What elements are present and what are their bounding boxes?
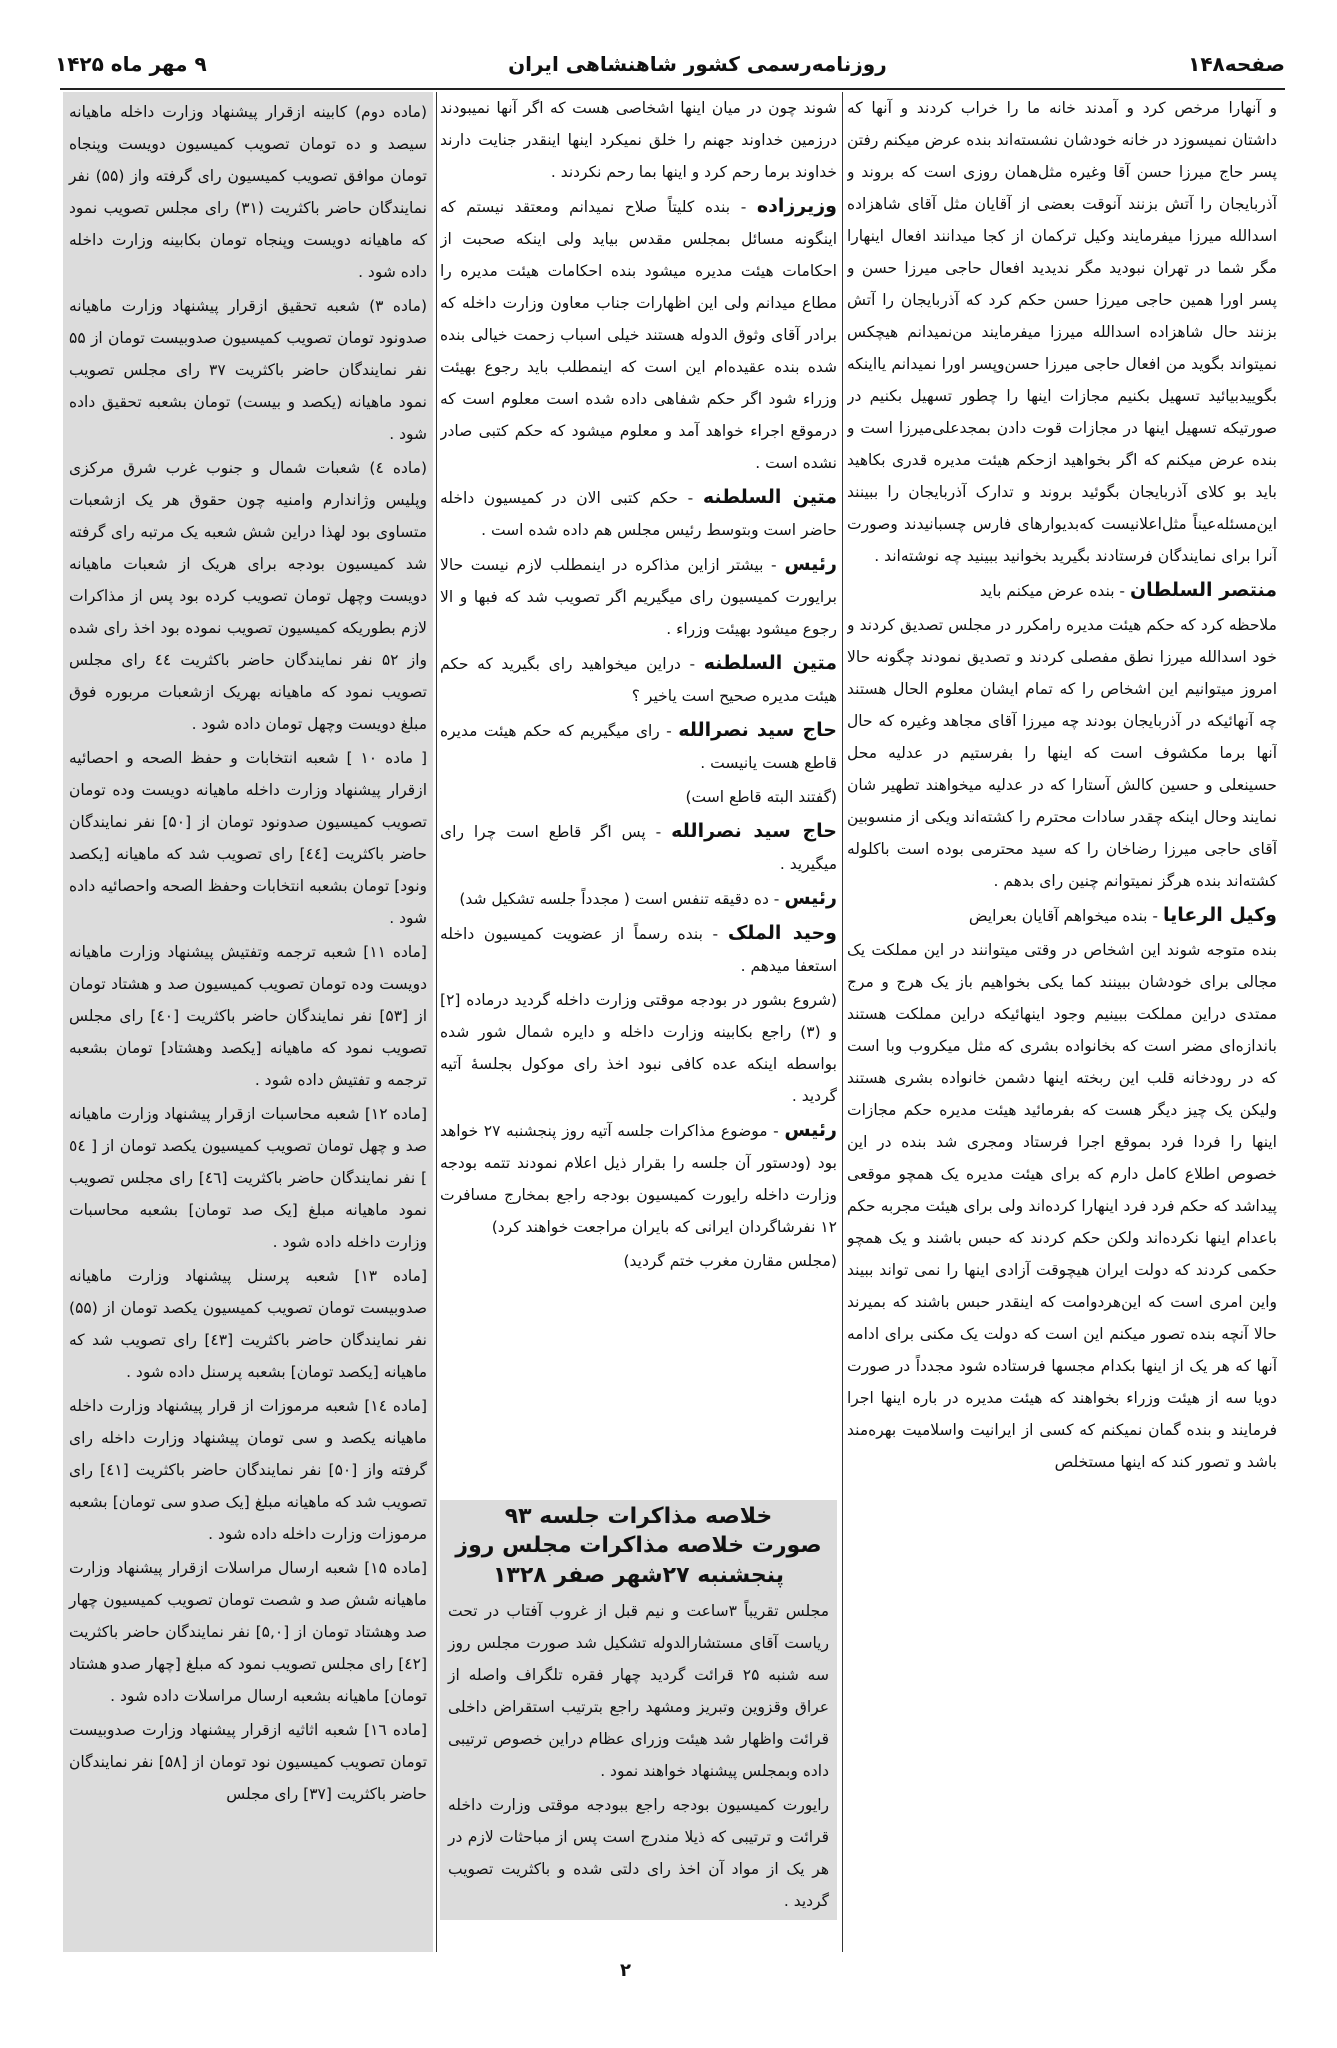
budget-article: [ماده ۱٦] شعبه اثاثیه ازقرار پیشنهاد وزارت صدوبیست تومان تصویب کمیسیون نود تومان از [۵۸] نفر نمایندگان حاضر باکثریت [۳۷] رای مجلس <box>69 1721 428 1803</box>
speaker-name: متین السلطنه <box>702 486 837 508</box>
header-rule <box>60 88 1285 90</box>
page-index: ۲ <box>620 1960 631 1981</box>
body-paragraph: (شروع بشور در بودجه موقتی وزارت داخله گردید درماده [۲] و (۳) راجع بکابینه وزارت داخله و دایره شمال شور شده بواسطه اینکه عده کافی نبود اخذ رای موکول بجلسهٔ آتیه گردید . <box>440 991 837 1105</box>
right-column <box>847 92 1277 1952</box>
speech-text: - پس اگر قاطع است چرا رای میگیرید . <box>440 823 837 873</box>
body-paragraph: ملاحظه کرد که حکم هیئت مدیره رامکرر در مجلس تصدیق کردند و خود اسدالله میرزا نطق مفصلی کردند و تصدیق نمودند چگونه حالا امروز میتوانیم این اشخاص را که تمام ایشان معلوم الحال هستند چه آنهائیکه در آذربایجان بودند چه میرزا آقای مجاهد وغیره که حال آنها برما مکشوف است که اینها را بفرستیم در عدلیه محل حسینعلی و حسین کالش آستارا که در عدلیه میخواهند تطهیر شان نمایند وحال اینکه چقدر سادات محترم را کشته‌اند ویکی از منسوبین آقای حاجی میرزا رضاخان را که سید محترمی بوده است باکلوله کشته‌اند بنده هرگز نمیتوانم چنین رای بدهم . <box>847 616 1277 890</box>
speech-text: - ده دقیقه تنفس است ( مجدداً جلسه تشکیل شد) <box>459 890 780 908</box>
session-summary-box <box>440 1500 837 1920</box>
speech-text: - دراین میخواهید رای بگیرید که حکم هیئت مدیره صحیح است یاخیر ؟ <box>440 655 837 705</box>
speech-text: - بنده عرض میکنم باید <box>979 582 1126 600</box>
body-paragraph: بنده متوجه شوند این اشخاص در وقتی میتوانند در این مملکت یک مجالی برای خودشان ببینند کما یکی بخواهیم باز یک هرج و مرج ممتدی دراین مملکت ببینیم وجود اینهائیکه دراین مملکت هستند باندازه‌ای مضر است که بخانواده بشری که مثل میکروب وبا است که در رودخانه قلب این ربخته اینها دشمن خانواده بشری هستند ولیکن یک چیز دیگر هست که بفرمائید هیئت مدیره حکم مجازات اینها را فردا فرد بموقع اجرا فرستاد ومجری شد بنده در این خصوص اطلاع کامل دارم که برای هیئت مدیره یک همچو موقعی پیداشد که حکم فرد فرد اینهارا کرده‌اند ولی برای هیئت مجربه حکم باعدام اینها نکرده‌اند ولکن حکم کردند که حبس باشند و یک همچو حکمی کردند که دولت ایران هیچوقت آزادی اینها را نمی تواند ببیند واین امری است که این‌هردوامت که اینقدر حبس باشند که بمیرند حالا آنچه بنده تصور میکنم این است که دولت یک مکنی برای ادامه آنها که هر یک از اینها بکدام مجسها فرستاده شود مجدداً در صورت دویا سه از هیئت وزراء بخواهند که هیئت مدیره در باره اینها اجرا فرمایند و بنده گمان نمیکنم که کسی از ایرانیت واسلامیت بهره‌مند باشد و تصور کند که اینها مستخلص <box>847 941 1277 1471</box>
page-header <box>55 40 1285 88</box>
budget-article: (ماده ۳) شعبه تحقیق ازقرار پیشنهاد وزارت ماهیانه صدونود تومان تصویب کمیسیون صدوبیست تومان از ۵۵ نفر نمایندگان حاضر باکثریت ۳۷ رای مجلس تصویب نمود ماهیانه (یکصد و بیست) تومان بشعبه تحقیق داده شود . <box>69 297 427 443</box>
speaker-paragraph <box>440 190 837 479</box>
speaker-paragraph <box>440 815 837 880</box>
speaker-paragraph <box>440 548 837 645</box>
summary-text <box>440 1595 837 1917</box>
budget-article: [ماده ۱۲] شعبه محاسبات ازقرار پیشنهاد وزارت ماهیانه صد و چهل تومان تصویب کمیسیون یکصد تومان از [ ٥٤ ] نفر نمایندگان حاضر باکثریت [٤٦] رای مجلس تصویب نمود ماهیانه مبلغ [یک صد تومان] بشعبه محاسبات وزارت داخله داده شود . <box>69 1105 428 1251</box>
budget-article: [ ماده ۱۰ ] شعبه انتخابات و حفظ الصحه و احصائیه ازقرار پیشنهاد وزارت داخله ماهیانه دویست وده تومان تصویب کمیسیون صدونود تومان از [۵۰] نفر نمایندگان حاضر باکثریت [٤٤] رای تصویب شد که ماهیانه [یکصد ونود] تومان بشعبه انتخابات وحفظ الصحه واحصائیه داده شود . <box>69 749 427 927</box>
column-divider-left <box>436 92 437 1952</box>
speaker-paragraph <box>847 574 1277 607</box>
speaker-paragraph <box>440 1114 837 1243</box>
body-paragraph: (گفتند البته قاطع است) <box>685 788 837 806</box>
middle-column <box>440 92 837 1492</box>
speaker-paragraph <box>440 882 837 915</box>
speech-text: - رای میگیریم که حکم هیئت مدیره قاطع هست یانیست . <box>440 722 837 772</box>
speech-text: - حکم کتبی الان در کمیسیون داخله حاضر است وبتوسط رئیس مجلس هم داده شده است . <box>440 489 837 539</box>
newspaper-title: روزنامه‌رسمی کشور شاهنشاهی ایران <box>508 52 887 76</box>
budget-article: [ماده ۱۱] شعبه ترجمه وتفتیش پیشنهاد وزارت ماهیانه دویست وده تومان تصویب کمیسیون صد و هشتاد تومان از [۵۳] نفر نمایندگان حاضر باکثریت [٤۰] رای مجلس تصویب نمود که ماهیانه [یکصد وهشتاد] تومان بشعبه ترجمه و تفتیش داده شود . <box>69 943 428 1089</box>
body-paragraph: شوند چون در میان اینها اشخاصی هست که اگر آنها نمیبودند درزمین خداوند جهنم را خلق نمیکرد اینها اینقدر جنایت دارند خداوند برما رحم کرد و اینها بما رحم نکردند . <box>440 99 837 181</box>
speaker-name: وزیرزاده <box>756 195 837 217</box>
left-column-budget-articles <box>63 92 433 1952</box>
budget-article: (ماده دوم) کابینه ازقرار پیشنهاد وزارت داخله ماهیانه سیصد و ده تومان تصویب کمیسیون دویست وپنجاه تومان موافق تصویب کمیسیون رای گرفته واز (۵۵) نفر نمایندگان حاضر باکثریت (۳۱) رای مجلس تصویب نمود که ماهیانه دویست وپنجاه تومان بکابینه وزارت داخله داده شود . <box>69 103 427 281</box>
speaker-name: وحید الملک <box>727 922 837 944</box>
budget-articles-list <box>63 92 433 1816</box>
summary-paragraph: مجلس تقریباً ۳ساعت و نیم قبل از غروب آفتاب در تحت ریاست آقای مستشارالدوله تشکیل شد صورت مجلس روز سه شنبه ۲۵ قرائت گردید چهار فقره تلگراف واصله از عراق وقزوین وتبریز ومشهد راجع بترتیب استقراض داخلی قرائت واظهار شد هیئت وزرای عظام دراین خصوص ترتیبی داده وبمجلس پیشنهاد خواهند نمود . <box>448 1602 829 1780</box>
speaker-name: رئیس <box>784 887 837 909</box>
speaker-name: رئیس <box>784 553 837 575</box>
speech-text: - بنده کلیتاً صلاح نمیدانم ومعتقد نیستم که اینگونه مسائل بمجلس مقدس بیاید ولی اینکه صحبت از احکامات هیئت مدیره میشود بنده احکامات هیئت مدیره را مطاع میدانم ولی این اظهارات جناب معاون وزارت داخله که برادر آقای وثوق الدوله هستند خیلی اسباب زحمت خیالی بنده شده بنده عقیده‌ام این است که اینمطلب باید رجوع بهیئت وزراء شود اگر حکم شفاهی داده شده است معلوم است که درموقع اجراء خواهد آمد و معلوم میشود که حکم کتبی صادر نشده است . <box>440 198 837 472</box>
speaker-name: وکیل الرعایا <box>1162 904 1277 926</box>
speaker-name: حاج سید نصرالله <box>671 820 837 842</box>
body-paragraph: (مجلس مقارن مغرب ختم گردید) <box>623 1252 837 1270</box>
speaker-paragraph <box>440 714 837 779</box>
speaker-paragraph <box>440 647 837 712</box>
speech-text: - بنده میخواهم آقایان بعرایض <box>968 907 1159 925</box>
speaker-name: متین السلطنه <box>703 652 837 674</box>
speaker-paragraph <box>440 481 837 546</box>
summary-subheading: صورت خلاصه مذاکرات مجلس روز پنجشنبه ۲۷شهر صفر ۱۳۲۸ <box>455 1533 822 1588</box>
budget-article: [ماده ۱۵] شعبه ارسال مراسلات ازقرار پیشنهاد وزارت ماهیانه شش صد و شصت تومان تصویب کمیسیون چهار صد وهشتاد تومان از [۵,۰] نفر نمایندگان حاضر باکثریت [٤۲] رای مجلس تصویب نمود که مبلغ [چهار صدو هشتاد تومان] ماهیانه بشعبه ارسال مراسلات داده شود . <box>69 1559 427 1705</box>
speaker-name: منتصر السلطان <box>1129 579 1277 601</box>
summary-heading: خلاصه مذاکرات جلسه ۹۳ <box>504 1504 773 1529</box>
speaker-paragraph <box>847 899 1277 932</box>
speaker-paragraph <box>440 917 837 982</box>
speaker-name: رئیس <box>784 1119 837 1141</box>
speech-text: - بیشتر ازاین مذاکره در اینمطلب لازم نیست حالا برایورت کمیسیون رای میگیریم اگر تصویب شد که فبها و الا رجوع میشود بهیئت وزراء . <box>440 556 837 638</box>
speech-text: - بنده رسماً از عضویت کمیسیون داخله استعفا میدهم . <box>440 925 837 975</box>
budget-article: [ماده ۱٤] شعبه مرموزات از قرار پیشنهاد وزارت داخله ماهیانه یکصد و سی تومان پیشنهاد وزارت داخله رای گرفته واز [۵۰] نفر نمایندگان حاضر باکثریت [٤۱] رای تصویب شد که ماهیانه مبلغ [یک صدو سی تومان] بشعبه مرموزات وزارت داخله داده شود . <box>69 1397 427 1543</box>
summary-paragraph: رایورت کمیسیون بودجه راجع ببودجه موقتی وزارت داخله قرائت و ترتیبی که ذیلا مندرج است پس از مباحثات لازم در هر یک از مواد آن اخذ رای دلتی شده و باکثریت تصویب گردید . <box>448 1796 829 1910</box>
speech-text: - موضوع مذاکرات جلسه آتیه روز پنجشنبه ۲۷ خواهد بود (ودستور آن جلسه را بقرار ذیل اعلام نمودند تتمه بودجه وزارت داخله رایورت کمیسیون بودجه راجع بمخارج مسافرت ۱۲ نفرشاگردان ایرانی که بایران مراجعت خواهند کرد) <box>440 1122 837 1236</box>
speaker-name: حاج سید نصرالله <box>678 719 837 741</box>
page-number: صفحه۱۴۸ <box>1188 52 1285 76</box>
issue-date: ۹ مهر ماه ۱۴۲۵ <box>55 52 207 76</box>
budget-article: [ماده ۱۳] شعبه پرسنل پیشنهاد وزارت ماهیانه صدوبیست تومان تصویب کمیسیون یکصد تومان از (۵۵) نفر نمایندگان حاضر باکثریت [٤۳] رای تصویب شد که ماهیانه [یکصد تومان] بشعبه پرسنل داده شود . <box>69 1267 427 1381</box>
body-paragraph: و آنهارا مرخص کرد و آمدند خانه ما را خراب کردند و آنها که داشتان نمیسوزد در خانه خودشان نشسته‌اند بنده عرض میکنم رفتن پسر حاج میرزا حسن آقا وغیره مثل‌همان روزی است که بروند و آذربایجان را آتش بزنند آنوقت بعضی از آقایان مثل آقای شاهزاده اسدالله میرزا میفرمایند وکیل ترکمان از کجا میدانند افعال اینهارا مگر شما در تهران نبودید مگر ندیدید افعال حاجی میرزا حسن و پسر اورا همین حاجی میرزا حسن حکم کرد که آذربایجان را آتش بزنند حال شاهزاده اسدالله میرزا میفرمایند من‌نمیدانم هیچکس نمیتواند بگوید من افعال حاجی میرزا حسن‌وپسر اورا نمیدانم یااینکه بگوییدبیائید تسهیل بکنیم مجازات اینها را چطور تسهیل بکنیم در صورتیکه تسهیل اینها در مجازات قوت دادن بمجدعلی‌میرزا است و بنده عرض میکنم که اگر بخواهید ازحکم هیئت مدیره قدری بکاهید باید بو کلای آذربایجان بگوئید بروند و تدارک آذربایجان را ببینند این‌مسئله‌عیناً مثل‌اعلانیست که‌بدیوارهای فارس چسبانیدند وصورت آنرا برای نمایندگان فرستادند بگیرید بخوانید ببینید چه نوشته‌اند . <box>847 99 1277 565</box>
budget-article: (ماده ٤) شعبات شمال و جنوب غرب شرق مرکزی وپلیس وژاندارم وامنیه چون حقوق هر یک ازشعبات متساوی بود لهذا دراین شش شعبه یک مرتبه رای گرفته شد کمیسیون بودجه برای هریک از شعبات ماهیانه دویست وچهل تومان تصویب کرده بود پس از مذاکرات لازم بطوریکه کمیسیون تصویب نموده بود اخذ رای شده واز ۵۲ نفر نمایندگان حاضر باکثریت ٤٤ رای مجلس تصویب نمود که ماهیانه بهریک ازشعبات مربوره فوق مبلغ دویست وچهل تومان داده شود . <box>69 459 427 733</box>
column-divider-right <box>842 92 843 1952</box>
